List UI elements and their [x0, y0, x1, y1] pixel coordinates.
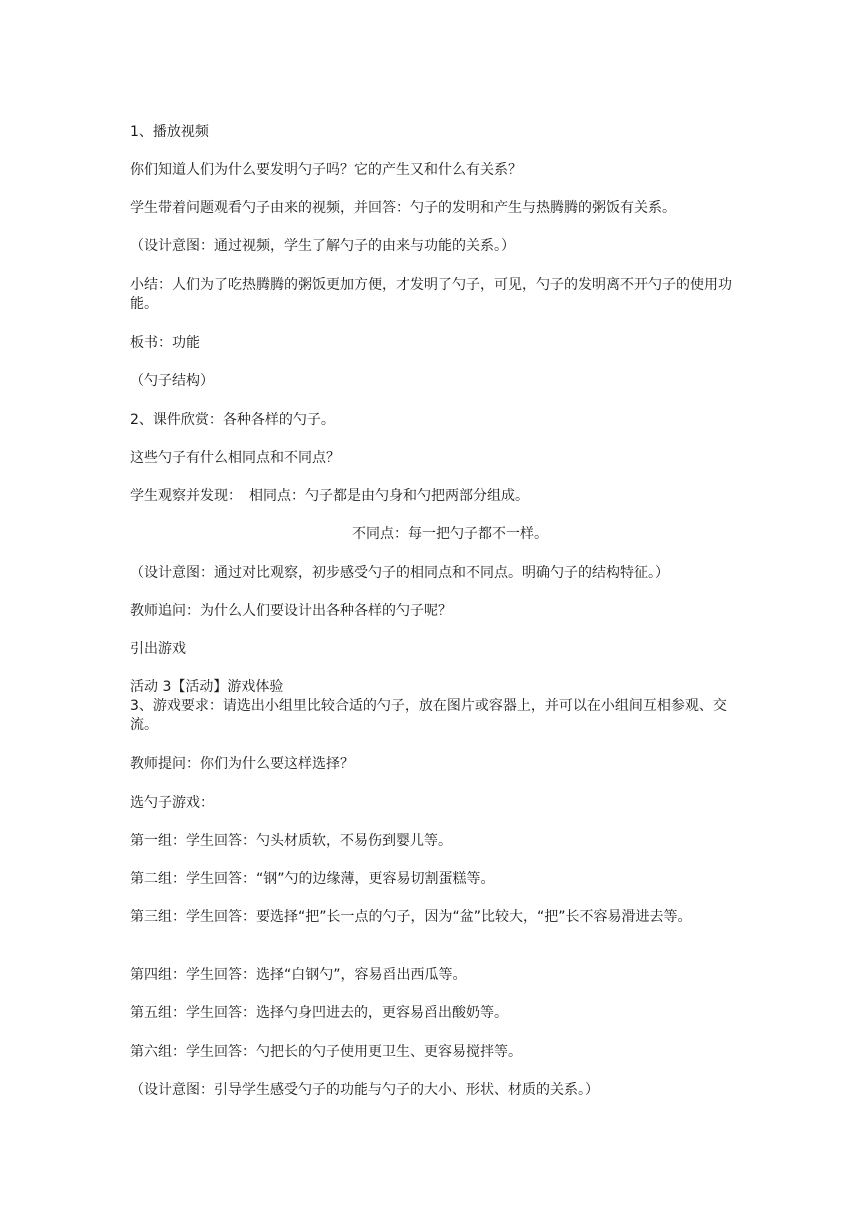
- paragraph: 你们知道人们为什么要发明勺子吗？它的产生又和什么有关系？: [130, 162, 522, 178]
- blackboard-note: 板书：功能: [130, 335, 200, 351]
- paragraph: 学生带着问题观看勺子由来的视频，并回答：勺子的发明和产生与热腾腾的粥饭有关系。: [130, 200, 676, 216]
- summary-paragraph: 小结：人们为了吃热腾腾的粥饭更加方便，才发明了勺子，可见，勺子的发明离不开勺子的使用功能。: [130, 277, 732, 312]
- activity-heading: 活动 3【活动】游戏体验: [130, 679, 284, 695]
- paragraph: 不同点：每一把勺子都不一样。: [352, 526, 548, 542]
- paragraph: 选勺子游戏：: [130, 795, 214, 811]
- paragraph: 引出游戏: [130, 641, 186, 657]
- section-label: （勺子结构）: [130, 373, 214, 389]
- group-answer: 第四组：学生回答：选择“白钢勺”，容易舀出西瓜等。: [130, 967, 467, 983]
- design-intent-note: （设计意图：引导学生感受勺子的功能与勺子的大小、形状、材质的关系。）: [130, 1082, 599, 1098]
- group-answer: 第二组：学生回答：“钢”勺的边缘薄，更容易切割蛋糕等。: [130, 871, 495, 887]
- group-answer: 第一组：学生回答：勺头材质软，不易伤到婴儿等。: [130, 833, 452, 849]
- paragraph: 教师追问：为什么人们要设计出各种各样的勺子呢？: [130, 603, 452, 619]
- group-answer: 第六组：学生回答：勺把长的勺子使用更卫生、更容易搅拌等。: [130, 1044, 522, 1060]
- group-answer: 第三组：学生回答：要选择“把”长一点的勺子，因为“盆”比较大，“把”长不容易滑进去等。: [130, 909, 692, 925]
- design-intent-note: （设计意图：通过视频，学生了解勺子的由来与功能的关系。）: [130, 238, 515, 254]
- design-intent-note: （设计意图：通过对比观察，初步感受勺子的相同点和不同点。明确勺子的结构特征。）: [130, 565, 669, 581]
- paragraph: 这些勺子有什么相同点和不同点？: [130, 450, 340, 466]
- section-heading: 2、课件欣赏：各种各样的勺子。: [130, 412, 335, 428]
- paragraph: 学生观察并发现： 相同点：勺子都是由勺身和勺把两部分组成。: [130, 488, 529, 504]
- section-heading: 1、播放视频: [130, 124, 209, 140]
- section-heading: 3、游戏要求：请选出小组里比较合适的勺子，放在图片或容器上，并可以在小组间互相参观、交流。: [130, 698, 727, 733]
- group-answer: 第五组：学生回答：选择勺身凹进去的，更容易舀出酸奶等。: [130, 1005, 508, 1021]
- paragraph: 教师提问：你们为什么要这样选择？: [130, 756, 354, 772]
